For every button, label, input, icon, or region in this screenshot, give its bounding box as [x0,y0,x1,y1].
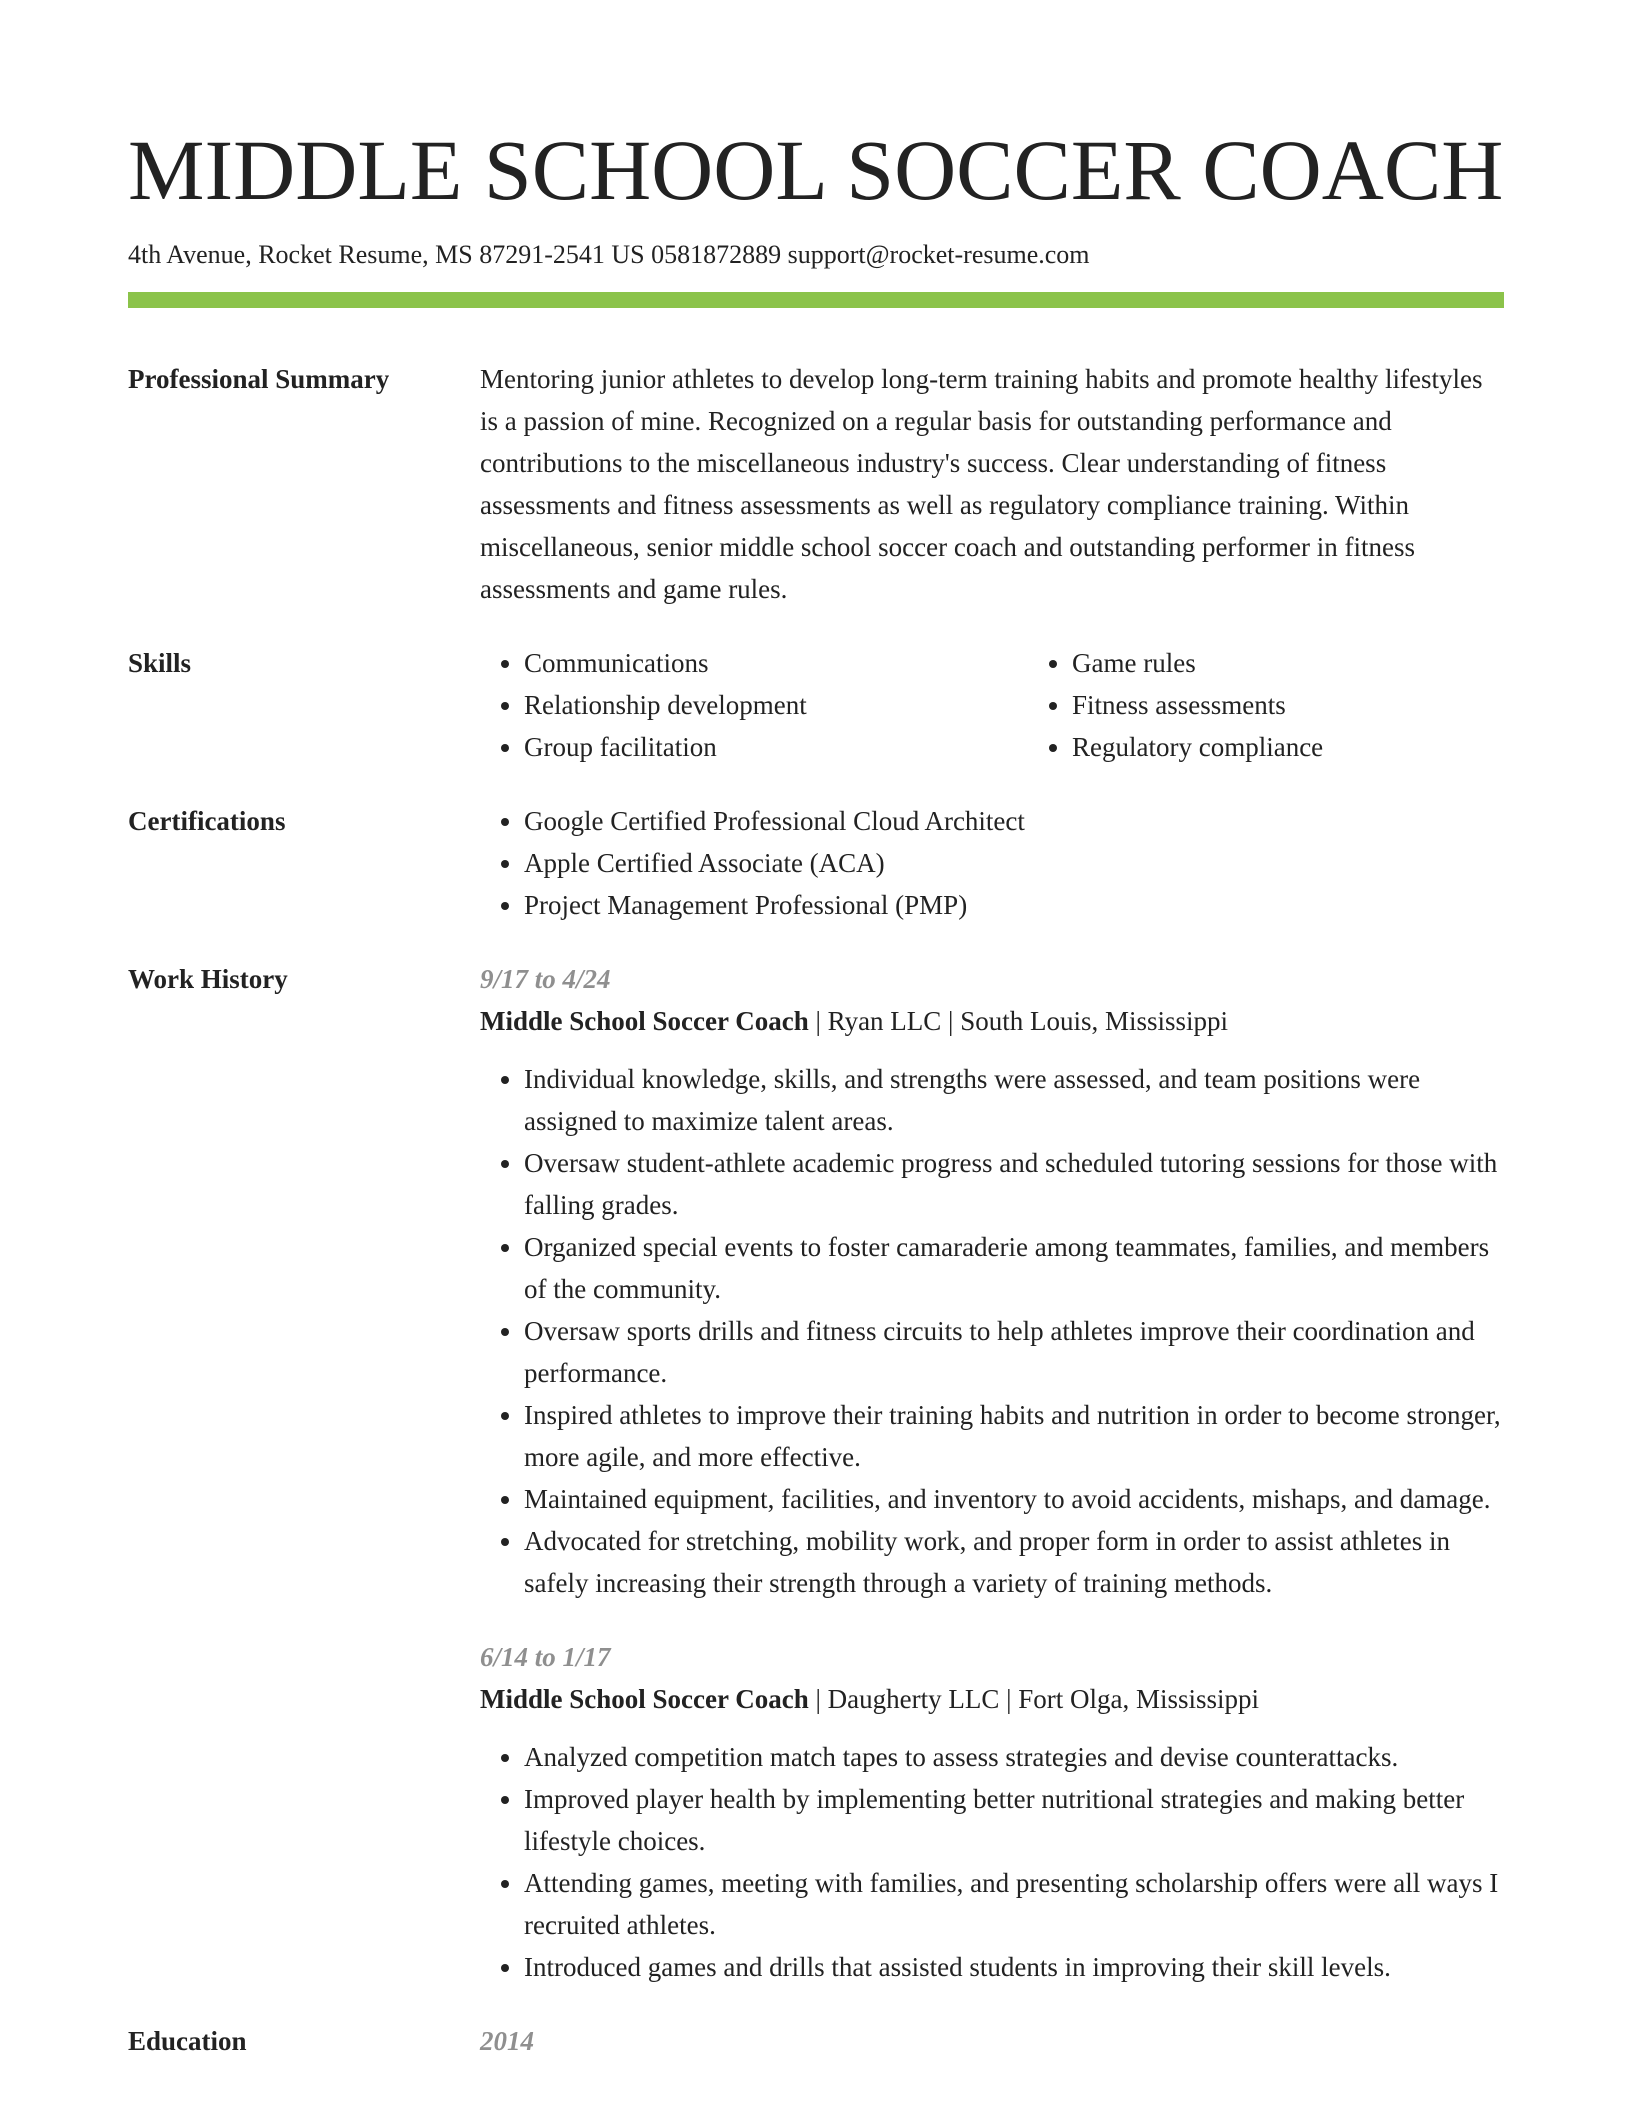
skill-item: • Communications [524,642,1028,684]
job-employer-location: | Daugherty LLC | Fort Olga, Mississippi [808,1684,1260,1714]
job-bullet: • Organized special events to foster camaraderie among teammates, families, and members of the community. [524,1226,1504,1310]
certifications-body [480,800,1504,926]
certification-item: • Apple Certified Associate (ACA) [524,842,1504,884]
section-label-skills: Skills [128,648,192,678]
summary-body [480,358,1504,610]
skill-item: • Fitness assessments [1072,684,1576,726]
resume-page [128,0,1504,2062]
job-bullet: • Inspired athletes to improve their training habits and nutrition in order to become stronger, more agile, and more effective. [524,1394,1504,1478]
job-title: Middle School Soccer Coach [480,1006,809,1036]
skill-item: • Regulatory compliance [1072,726,1576,768]
contact-info: 4th Avenue, Rocket Resume, MS 87291-2541 US 0581872889 support@rocket-resume.com [128,240,1090,269]
summary-text: Mentoring junior athletes to develop long-term training habits and promote healthy lifestyles is a passion of mine. Recognized on a regular basis for outstanding performance and contributions to the miscellaneous industry's success. Clear understanding of fitness assessments and fitness assessments as well as regulatory compliance training. Within miscellaneous, senior middle school soccer coach and outstanding performer in fitness assessments and game rules. [480,364,1483,604]
job-employer-location: | Ryan LLC | South Louis, Mississippi [808,1006,1229,1036]
skills-list-left [480,642,1028,768]
job-entry [480,958,1504,1604]
job-bullet: • Introduced games and drills that assisted students in improving their skill levels. [524,1946,1504,1988]
education-section [128,2020,1504,2062]
certifications-section [128,800,1504,926]
education-year: 2014 [480,2026,534,2056]
job-title: Middle School Soccer Coach [480,1684,809,1714]
certification-item: • Project Management Professional (PMP) [524,884,1504,926]
summary-section [128,358,1504,610]
section-label-work-history: Work History [128,964,288,994]
job-entry [480,1636,1504,1988]
work-history-section [128,958,1504,1988]
skills-list-right [1028,642,1576,768]
section-label-certifications: Certifications [128,806,286,836]
job-bullet: • Individual knowledge, skills, and strengths were assessed, and team positions were assigned to maximize talent areas. [524,1058,1504,1142]
resume-name: MIDDLE SCHOOL SOCCER COACH [128,122,1504,218]
education-body [480,2020,1504,2062]
work-history-body [480,958,1504,1988]
skill-item: • Group facilitation [524,726,1028,768]
job-bullet: • Maintained equipment, facilities, and inventory to avoid accidents, mishaps, and damage. [524,1478,1504,1520]
job-heading [480,1000,1504,1042]
skills-section [128,642,1504,768]
job-heading [480,1678,1504,1720]
section-label-summary: Professional Summary [128,364,390,394]
job-bullet: • Attending games, meeting with families, and presenting scholarship offers were all ways I recruited athletes. [524,1862,1504,1946]
job-bullet: • Advocated for stretching, mobility work, and proper form in order to assist athletes in safely increasing their strength through a variety of training methods. [524,1520,1504,1604]
skills-body [480,642,1504,768]
job-bullet: • Improved player health by implementing better nutritional strategies and making better lifestyle choices. [524,1778,1504,1862]
job-dates: 9/17 to 4/24 [480,964,611,994]
section-label-education: Education [128,2026,247,2056]
certification-item: • Google Certified Professional Cloud Architect [524,800,1504,842]
job-bullet: • Oversaw sports drills and fitness circuits to help athletes improve their coordination and performance. [524,1310,1504,1394]
job-bullets [480,1736,1504,1988]
job-bullets [480,1058,1504,1604]
accent-divider [128,292,1504,308]
job-dates: 6/14 to 1/17 [480,1642,611,1672]
job-bullet: • Oversaw student-athlete academic progress and scheduled tutoring sessions for those with falling grades. [524,1142,1504,1226]
skill-item: • Game rules [1072,642,1576,684]
skill-item: • Relationship development [524,684,1028,726]
job-bullet: • Analyzed competition match tapes to assess strategies and devise counterattacks. [524,1736,1504,1778]
certifications-list [480,800,1504,926]
